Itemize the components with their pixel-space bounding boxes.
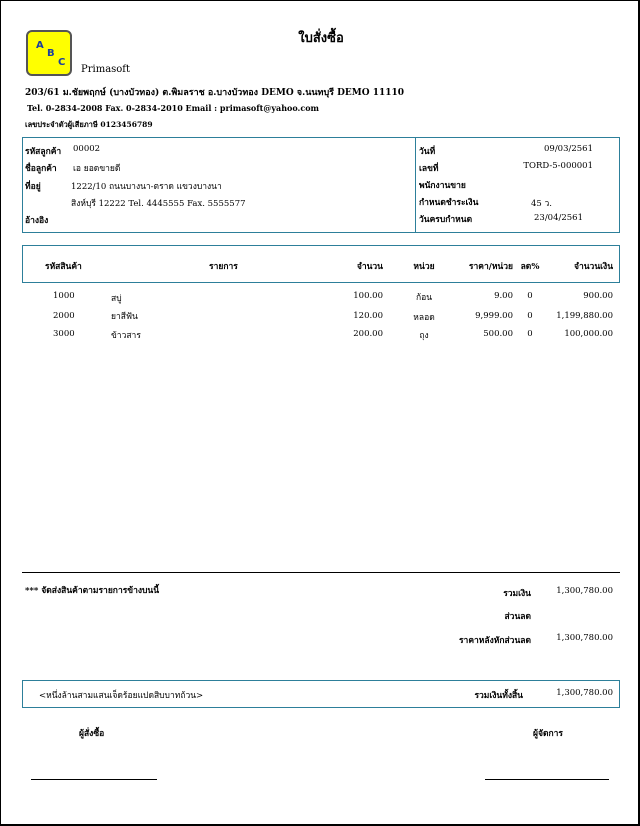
subtotal-value: 1,300,780.00 xyxy=(556,586,613,596)
row-unit: หลอด xyxy=(413,313,435,323)
row-unit: ก้อน xyxy=(415,293,433,303)
header-qty: จำนวน xyxy=(356,262,383,272)
delivery-date-value: 23/04/2561 xyxy=(534,213,583,223)
row-qty: 100.00 xyxy=(353,291,383,301)
header-item: รายการ xyxy=(209,262,238,272)
row-qty: 120.00 xyxy=(353,311,383,321)
header-discount: ลด% xyxy=(520,262,540,272)
company-contact: Tel. 0-2834-2008 Fax. 0-2834-2010 Email : primasoft@yahoo.com xyxy=(27,103,320,113)
delivery-date-label: วันครบกำหนด xyxy=(419,215,473,225)
payment-term-value: 45 ว. xyxy=(531,199,552,209)
row-discount: 0 xyxy=(527,291,533,301)
delivery-note: *** จัดส่งสินค้าตามรายการข้างบนนี้ xyxy=(25,586,160,596)
grand-total-value: 1,300,780.00 xyxy=(556,688,613,698)
row-amount: 1,199,880.00 xyxy=(556,311,613,321)
customer-code-label: รหัสลูกค้า xyxy=(25,147,62,157)
approver-signature-label: ผู้จัดการ xyxy=(533,729,563,739)
customer-address-line1: 1222/10 ถนนบางนา-ตราด แขวงบางนา xyxy=(71,182,222,192)
row-code: 2000 xyxy=(53,311,75,321)
row-item: ยาสีฟัน xyxy=(111,312,138,322)
customer-name-label: ชื่อลูกค้า xyxy=(25,164,57,174)
row-discount: 0 xyxy=(527,329,533,339)
grand-total-label: รวมเงินทั้งสิ้น xyxy=(474,691,523,701)
subtotal-label: รวมเงิน xyxy=(503,589,531,599)
row-amount: 900.00 xyxy=(583,291,613,301)
logo-letter-b: B xyxy=(47,48,55,59)
customer-code-value: 00002 xyxy=(73,144,101,154)
header-amount: จำนวนเงิน xyxy=(573,262,613,272)
company-address: 203/61 ม.ชัยพฤกษ์ (บางบัวทอง) ต.พิมลราช อ.บางบัวทอง DEMO จ.นนทบุรี DEMO 11110 xyxy=(25,88,405,98)
row-qty: 200.00 xyxy=(353,329,383,339)
logo-letter-a: A xyxy=(36,40,44,51)
customer-address-line2: สิงห์บุรี 12222 Tel. 4445555 Fax. 5555577 xyxy=(71,199,246,209)
salesperson-label: พนักงานขาย xyxy=(419,181,466,191)
row-code: 3000 xyxy=(53,329,75,339)
buyer-signature-label: ผู้สั่งซื้อ xyxy=(79,729,105,739)
row-code: 1000 xyxy=(53,291,75,301)
company-tax-id: เลขประจำตัวผู้เสียภาษี 0123456789 xyxy=(25,120,153,129)
approver-signature-line xyxy=(485,779,609,780)
row-price: 9,999.00 xyxy=(475,311,513,321)
date-value: 09/03/2561 xyxy=(544,144,593,154)
header-code: รหัสสินค้า xyxy=(45,262,82,272)
row-item: สบู่ xyxy=(111,294,122,304)
after-discount-label: ราคาหลังหักส่วนลด xyxy=(458,636,531,646)
document-title: ใบสั่งซื้อ xyxy=(298,31,344,46)
row-item: ข้าวสาร xyxy=(111,331,141,341)
buyer-signature-line xyxy=(31,779,157,780)
company-logo xyxy=(26,30,72,76)
customer-address-label: ที่อยู่ xyxy=(25,182,41,192)
header-price: ราคา/หน่วย xyxy=(468,262,513,272)
amount-in-words: <หนึ่งล้านสามแสนเจ็ดร้อยแปดสิบบาทถ้วน> xyxy=(39,691,204,701)
logo-letter-c: C xyxy=(58,57,66,68)
customer-name-value: เอ ยอดขายดี xyxy=(73,164,121,174)
row-price: 9.00 xyxy=(494,291,513,301)
order-number-value: TORD-5-000001 xyxy=(523,161,593,171)
header-unit: หน่วย xyxy=(413,262,435,272)
after-discount-value: 1,300,780.00 xyxy=(556,633,613,643)
info-box-divider xyxy=(415,137,416,233)
date-label: วันที่ xyxy=(419,147,436,157)
order-number-label: เลขที่ xyxy=(419,164,439,174)
totals-divider xyxy=(22,572,620,573)
company-name: Primasoft xyxy=(81,64,131,75)
row-price: 500.00 xyxy=(483,329,513,339)
payment-term-label: กำหนดชำระเงิน xyxy=(419,198,479,208)
discount-label: ส่วนลด xyxy=(504,612,531,622)
row-discount: 0 xyxy=(527,311,533,321)
row-unit: ถุง xyxy=(419,331,429,341)
reference-label: อ้างอิง xyxy=(25,216,49,226)
row-amount: 100,000.00 xyxy=(564,329,613,339)
